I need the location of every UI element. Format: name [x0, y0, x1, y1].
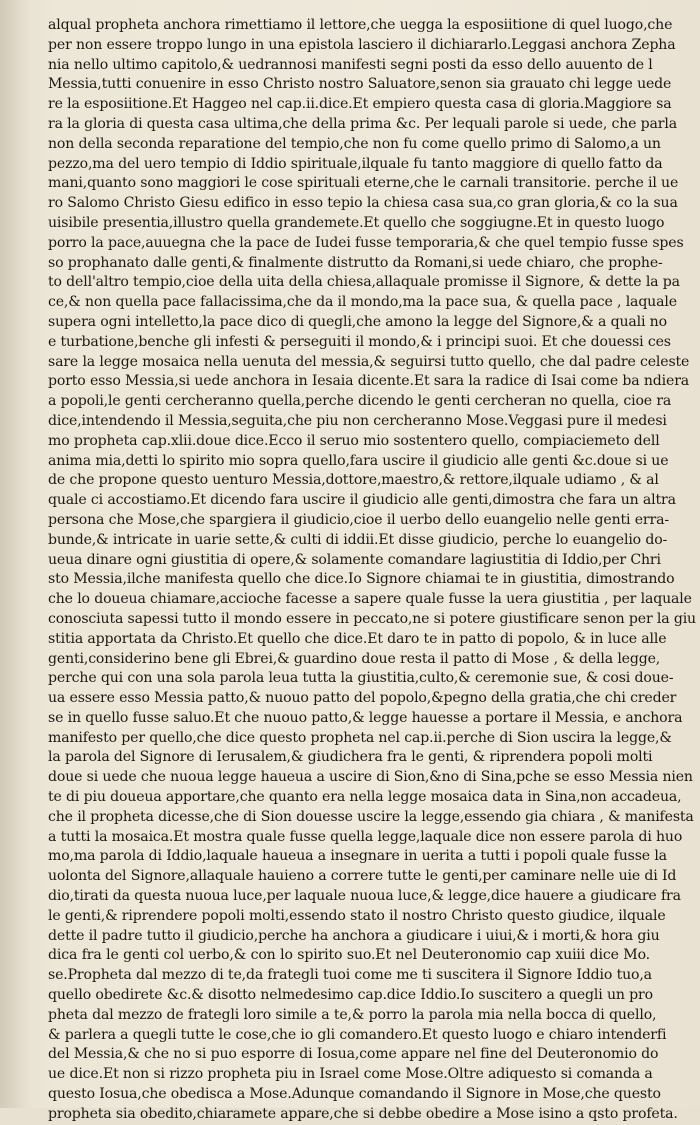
text-line: doue si uede che nuoua legge haueua a uscire di Sion,&no di Sina,pche se esso Messia nien	[48, 769, 693, 786]
text-line: ra la gloria di questa casa ultima,che della prima &c. Per lequali parole si uede, che parla	[48, 115, 678, 132]
text-line: sto Messia,ilche manifesta quello che dice.Io Signore chiamai te in giustitia, dimostrando	[48, 571, 675, 588]
text-line: te di piu doueua apportare,che quanto era nella legge mosaica data in Sina,non accadeua,	[48, 789, 682, 806]
text-line: porro la pace,auuegna che la pace de Iudei fusse temporaria,& che quel tempio fusse spes	[48, 234, 684, 251]
text-line: de che propone questo uenturo Messia,dottore,maestro,& rettore,ilquale udiamo , & al	[48, 472, 659, 489]
gutter-shadow	[0, 0, 30, 1108]
text-line: genti,considerino bene gli Ebrei,& guardino doue resta il patto di Mose , & della legge,	[48, 650, 661, 667]
text-line: re la esposiitione.Et Haggeo nel cap.ii.dice.Et empiero questa casa di gloria.Maggiore sa	[48, 96, 672, 113]
text-line: che il propheta dicesse,che di Sion douesse uscire la legge,essendo gia chiara , & manifesta	[48, 808, 694, 825]
text-line: quello obedirete &c.& disotto nelmedesimo cap.dice Iddio.Io suscitero a quegli un pro	[48, 987, 653, 1004]
text-line: to dell'altro tempio,cioe della uita della chiesa,allaquale promisse il Signore, & dette la pa	[48, 274, 680, 291]
text-line: dica fra le genti col uerbo,& con lo spirito suo.Et nel Deuteronomio cap xuiii dice Mo.	[48, 947, 650, 964]
text-line: dice,intendendo il Messia,seguita,che piu non cercheranno Mose.Veggasi pure il medesi	[48, 412, 667, 429]
text-line: alqual propheta anchora rimettiamo il lettore,che uegga la esposiitione di quel luogo,che	[48, 17, 673, 33]
text-line: ro Salomo Christo Giesu edifico in esso tepio la chiesa casa sua,co gran gloria,& co la sua	[48, 195, 678, 212]
text-line: persona che Mose,che spargiera il giudicio,cioe il uerbo dello euangelio nelle genti erra-	[48, 511, 669, 528]
text-line: Messia,tutti conuenire in esso Christo nostro Saluatore,senon sia grauato chi legge uede	[48, 76, 672, 93]
text-line: a popoli,le genti cercheranno quella,perche dicendo le genti cercheran no quella, cioe ra	[48, 393, 672, 410]
text-line: se in quello fusse saluo.Et che nuouo patto,& legge hauesse a portare il Messia, e anchora	[48, 709, 683, 726]
text-line: manifesto per quello,che dice questo propheta nel cap.ii.perche di Sion uscira la legge,&	[48, 729, 672, 746]
text-line: mo,ma parola di Iddio,laquale haueua a insegnare in uerita a tutti i popoli quale fusse la	[48, 848, 667, 865]
text-line: ue dice.Et non si rizzo propheta piu in Israel come Mose.Oltre adiquesto si comanda a	[48, 1066, 653, 1083]
text-line: che lo doueua chiamare,accioche facesse a sapere quale fusse la uera giustitia , per laquale	[48, 591, 692, 608]
text-line: uisibile presentia,illustro quella grandemete.Et quello che soggiugne.Et in questo luogo	[48, 214, 665, 231]
text-line: perche qui con una sola parola leua tutta la giustitia,culto,& ceremonie sue, & cosi doue-	[48, 670, 674, 687]
text-line: anima mia,detti lo spirito mio sopra quello,fara uscire il giudicio alle genti &c.doue si ue	[48, 452, 669, 469]
text-line: non della seconda reparatione del tempio,che non fu come quello primo di Salomo,a un	[48, 135, 661, 152]
text-line: questo Iosua,che obedisca a Mose.Adunque comandando il Signore in Mose,che questo	[48, 1086, 661, 1103]
text-line: se.Propheta dal mezzo di te,da frategli tuoi come me ti suscitera il Signore Iddio tuo,a	[48, 967, 652, 984]
text-line: ueua dinare ogni giustitia di opere,& solamente comandare lagiustitia di Iddio,per Chri	[48, 551, 661, 568]
text-line: propheta sia obedito,chiaramete appare,che si debbe obedire a Mose isino a qsto profeta.	[48, 1105, 678, 1122]
text-line: a tutti la mosaica.Et mostra quale fusse quella legge,laquale dice non essere parola di huo	[48, 828, 683, 845]
text-line: porto esso Messia,si uede anchora in Iesaia dicente.Et sara la radice di Isai come ba ndiera	[48, 373, 690, 390]
text-line: mo propheta cap.xlii.doue dice.Ecco il seruo mio sostentero quello, compiaciemeto dell	[48, 432, 660, 449]
text-line: la parola del Signore di Ierusalem,& giudichera fra le genti, & riprendera popoli molti	[48, 749, 653, 766]
text-line: ce,& non quella pace fallacissima,che da il mondo,ma la pace sua, & quella pace , laquale	[48, 294, 677, 311]
text-line: nia nello ultimo capitolo,& uedrannosi manifesti segni posti da esso dello auuento de l	[48, 56, 653, 73]
text-line: del Messia,& che no si puo esporre di Iosua,come appare nel fine del Deuteronomio do	[48, 1046, 659, 1063]
text-line: sare la legge mosaica nella uenuta del messia,& seguirsi tutto quello, che dal padre celeste	[48, 353, 690, 370]
text-line: mani,quanto sono maggiori le cose spirituali eterne,che le carnali transitorie. perche il ue	[48, 175, 679, 192]
text-line: per non essere troppo lungo in una epistola lasciero il dichiararlo.Leggasi anchora Zepha	[48, 36, 676, 53]
text-line: dette il padre tutto il giudicio,perche ha anchora a giudicare i uiui,& i morti,& hora giu	[48, 927, 660, 944]
text-line: so prophanato dalle genti,& finalmente distrutto da Romani,si uede chiaro, che prophe-	[48, 254, 663, 271]
text-line: dio,tirati da questa nuoua luce,per laquale nuoua luce,& legge,dice hauere a giudicare fra	[48, 888, 681, 905]
text-line: ua essere esso Messia patto,& nuouo patto del popolo,&pegno della gratia,che chi creder	[48, 690, 677, 707]
text-line: pheta dal mezzo de frategli loro simile a te,& porro la parola mia nella bocca di quello,	[48, 1006, 657, 1023]
text-line: stitia apportata da Christo.Et quello che dice.Et daro te in patto di popolo, & in luce alle	[48, 630, 667, 647]
text-line: conosciuta sapessi tutto il mondo essere in peccato,ne si potere giustificare senon per la giu	[48, 610, 696, 627]
text-line: e turbatione,benche gli infesti & perseguiti il mondo,& i principi suoi. Et che douessi ces	[48, 333, 671, 350]
text-line: quale ci accostiamo.Et dicendo fara uscire il giudicio alle genti,dimostra che fara un altra	[48, 492, 676, 509]
text-line: & parlera a quegli tutte le cose,che io gli comandero.Et questo luogo e chiaro intenderfi	[48, 1026, 667, 1043]
text-line: bunde,& intricate in uarie sette,& culti di iddii.Et disse giudicio, perche lo euangelio do-	[48, 531, 668, 548]
text-line: uolonta del Signore,allaquale hauieno a correre tutte le genti,per caminare nelle uie di Id	[48, 868, 677, 885]
body-text	[48, 16, 696, 1125]
text-line: le genti,& riprendere popoli molti,essendo stato il nostro Christo questo giudice, ilquale	[48, 907, 666, 924]
text-line: supera ogni intelletto,la pace dico di quegli,che amono la legge del Signore,& a quali no	[48, 313, 667, 330]
text-line: pezzo,ma del uero tempio di Iddio spirituale,ilquale fu tanto maggiore di quello fatto da	[48, 155, 663, 172]
